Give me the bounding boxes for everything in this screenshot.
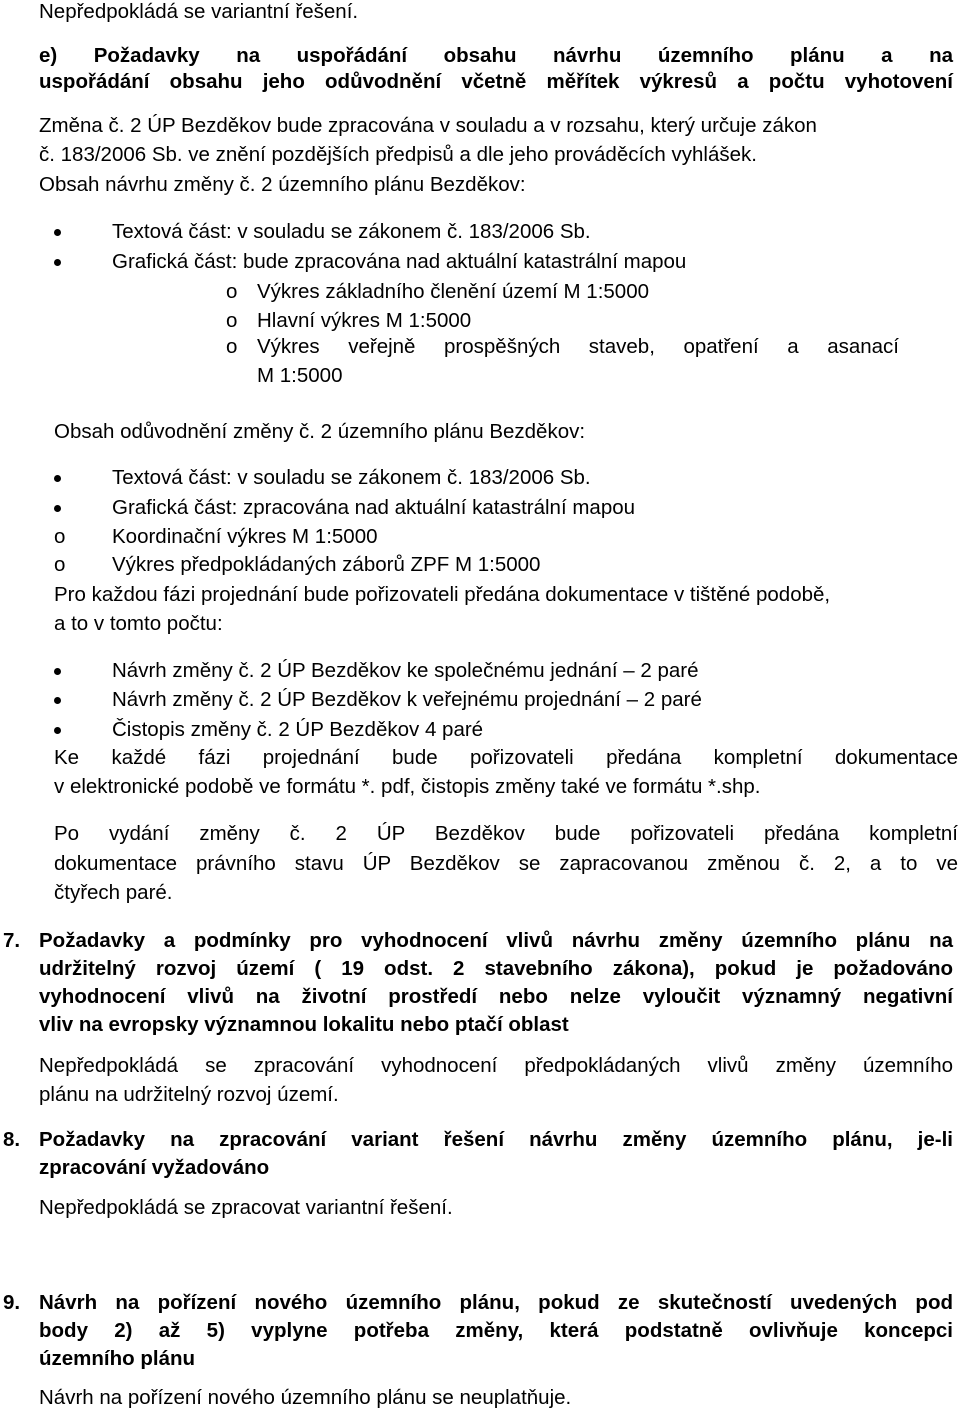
- paragraph-line: č. 183/2006 Sb. ve znění pozdějších předpisů a dle jeho prováděcích vyhlášek.: [39, 143, 757, 166]
- paragraph-line: Nepředpokládá se zpracovat variantní řešení.: [39, 1196, 453, 1219]
- paragraph-line: Pro každou fázi projednání bude pořizovateli předána dokumentace v tištěné podobě,: [54, 583, 831, 606]
- list-item: Návrh změny č. 2 ÚP Bezděkov k veřejnému projednání – 2 paré: [112, 688, 702, 711]
- sub-list-item: Hlavní výkres M 1:5000: [257, 309, 472, 332]
- sub-list-item: Výkres veřejně prospěšných staveb, opatření a asanací: [257, 335, 899, 358]
- list-item: Čistopis změny č. 2 ÚP Bezděkov 4 paré: [112, 718, 484, 741]
- section-7-heading-line: vliv na evropsky významnou lokalitu nebo ptačí oblast: [39, 1013, 569, 1036]
- reasoning-title: Obsah odůvodnění změny č. 2 územního plánu Bezděkov:: [54, 420, 586, 443]
- bullet-icon: [54, 229, 61, 236]
- section-7-heading-line: Požadavky a podmínky pro vyhodnocení vlivů návrhu změny územního plánu na: [39, 929, 953, 952]
- section-8-heading-line: zpracování vyžadováno: [39, 1156, 270, 1179]
- section-e-heading-line-2: uspořádání obsahu jeho odůvodnění včetně měřítek výkresů a počtu vyhotovení: [39, 70, 953, 93]
- intro-line: Nepředpokládá se variantní řešení.: [39, 0, 359, 23]
- paragraph-line: plánu na udržitelný rozvoj území.: [39, 1083, 339, 1106]
- bullet-icon: [54, 668, 61, 675]
- paragraph-line: a to v tomto počtu:: [54, 612, 223, 635]
- bullet-icon: [54, 697, 61, 704]
- paragraph-line: v elektronické podobě ve formátu *. pdf, čistopis změny také ve formátu *.shp.: [54, 775, 761, 798]
- sub-bullet-marker: o: [54, 525, 66, 548]
- section-9-heading-line: body 2) až 5) vyplyne potřeba změny, která podstatně ovlivňuje koncepci: [39, 1319, 953, 1342]
- list-item: Textová část: v souladu se zákonem č. 183/2006 Sb.: [112, 466, 591, 489]
- sub-list-item: Koordinační výkres M 1:5000: [112, 525, 378, 548]
- sub-bullet-marker: o: [226, 335, 238, 358]
- paragraph-line: dokumentace právního stavu ÚP Bezděkov se zapracovanou změnou č. 2, a to ve: [54, 852, 958, 875]
- section-number: 8.: [3, 1128, 21, 1151]
- bullet-icon: [54, 505, 61, 512]
- sub-bullet-marker: o: [226, 280, 238, 303]
- section-e-heading-line-1: e) Požadavky na uspořádání obsahu návrhu územního plánu a na: [39, 44, 953, 67]
- paragraph-line: Návrh na pořízení nového územního plánu se neuplatňuje.: [39, 1386, 572, 1409]
- sub-list-item: Výkres základního členění území M 1:5000: [257, 280, 649, 303]
- sub-list-item: Výkres předpokládaných záborů ZPF M 1:5000: [112, 553, 541, 576]
- section-number: 7.: [3, 929, 21, 952]
- bullet-icon: [54, 475, 61, 482]
- section-9-heading-line: územního plánu: [39, 1347, 196, 1370]
- sub-bullet-marker: o: [54, 553, 66, 576]
- paragraph-line: Nepředpokládá se zpracování vyhodnocení předpokládaných vlivů změny územního: [39, 1054, 953, 1077]
- section-7-heading-line: udržitelný rozvoj území ( 19 odst. 2 stavebního zákona), pokud je požadováno: [39, 957, 953, 980]
- paragraph-line: čtyřech paré.: [54, 881, 173, 904]
- section-7-heading-line: vyhodnocení vlivů na životní prostředí nebo nelze vyloučit významný negativní: [39, 985, 953, 1008]
- bullet-icon: [54, 259, 61, 266]
- bullet-icon: [54, 727, 61, 734]
- section-number: 9.: [3, 1291, 21, 1314]
- paragraph-line: Po vydání změny č. 2 ÚP Bezděkov bude pořizovateli předána kompletní: [54, 822, 958, 845]
- sub-bullet-marker: o: [226, 309, 238, 332]
- list-item: Grafická část: bude zpracována nad aktuální katastrální mapou: [112, 250, 687, 273]
- list-item: Textová část: v souladu se zákonem č. 183/2006 Sb.: [112, 220, 591, 243]
- section-9-heading-line: Návrh na pořízení nového územního plánu, pokud ze skutečností uvedených pod: [39, 1291, 953, 1314]
- section-8-heading-line: Požadavky na zpracování variant řešení návrhu změny územního plánu, je-li: [39, 1128, 953, 1151]
- list-item: Grafická část: zpracována nad aktuální katastrální mapou: [112, 496, 636, 519]
- paragraph-line: Obsah návrhu změny č. 2 územního plánu Bezděkov:: [39, 173, 526, 196]
- list-item: Návrh změny č. 2 ÚP Bezděkov ke společnému jednání – 2 paré: [112, 659, 699, 682]
- paragraph-line: Změna č. 2 ÚP Bezděkov bude zpracována v souladu a v rozsahu, který určuje zákon: [39, 114, 817, 137]
- sub-list-item-continuation: M 1:5000: [257, 364, 343, 387]
- paragraph-line: Ke každé fázi projednání bude pořizovateli předána kompletní dokumentace: [54, 746, 958, 769]
